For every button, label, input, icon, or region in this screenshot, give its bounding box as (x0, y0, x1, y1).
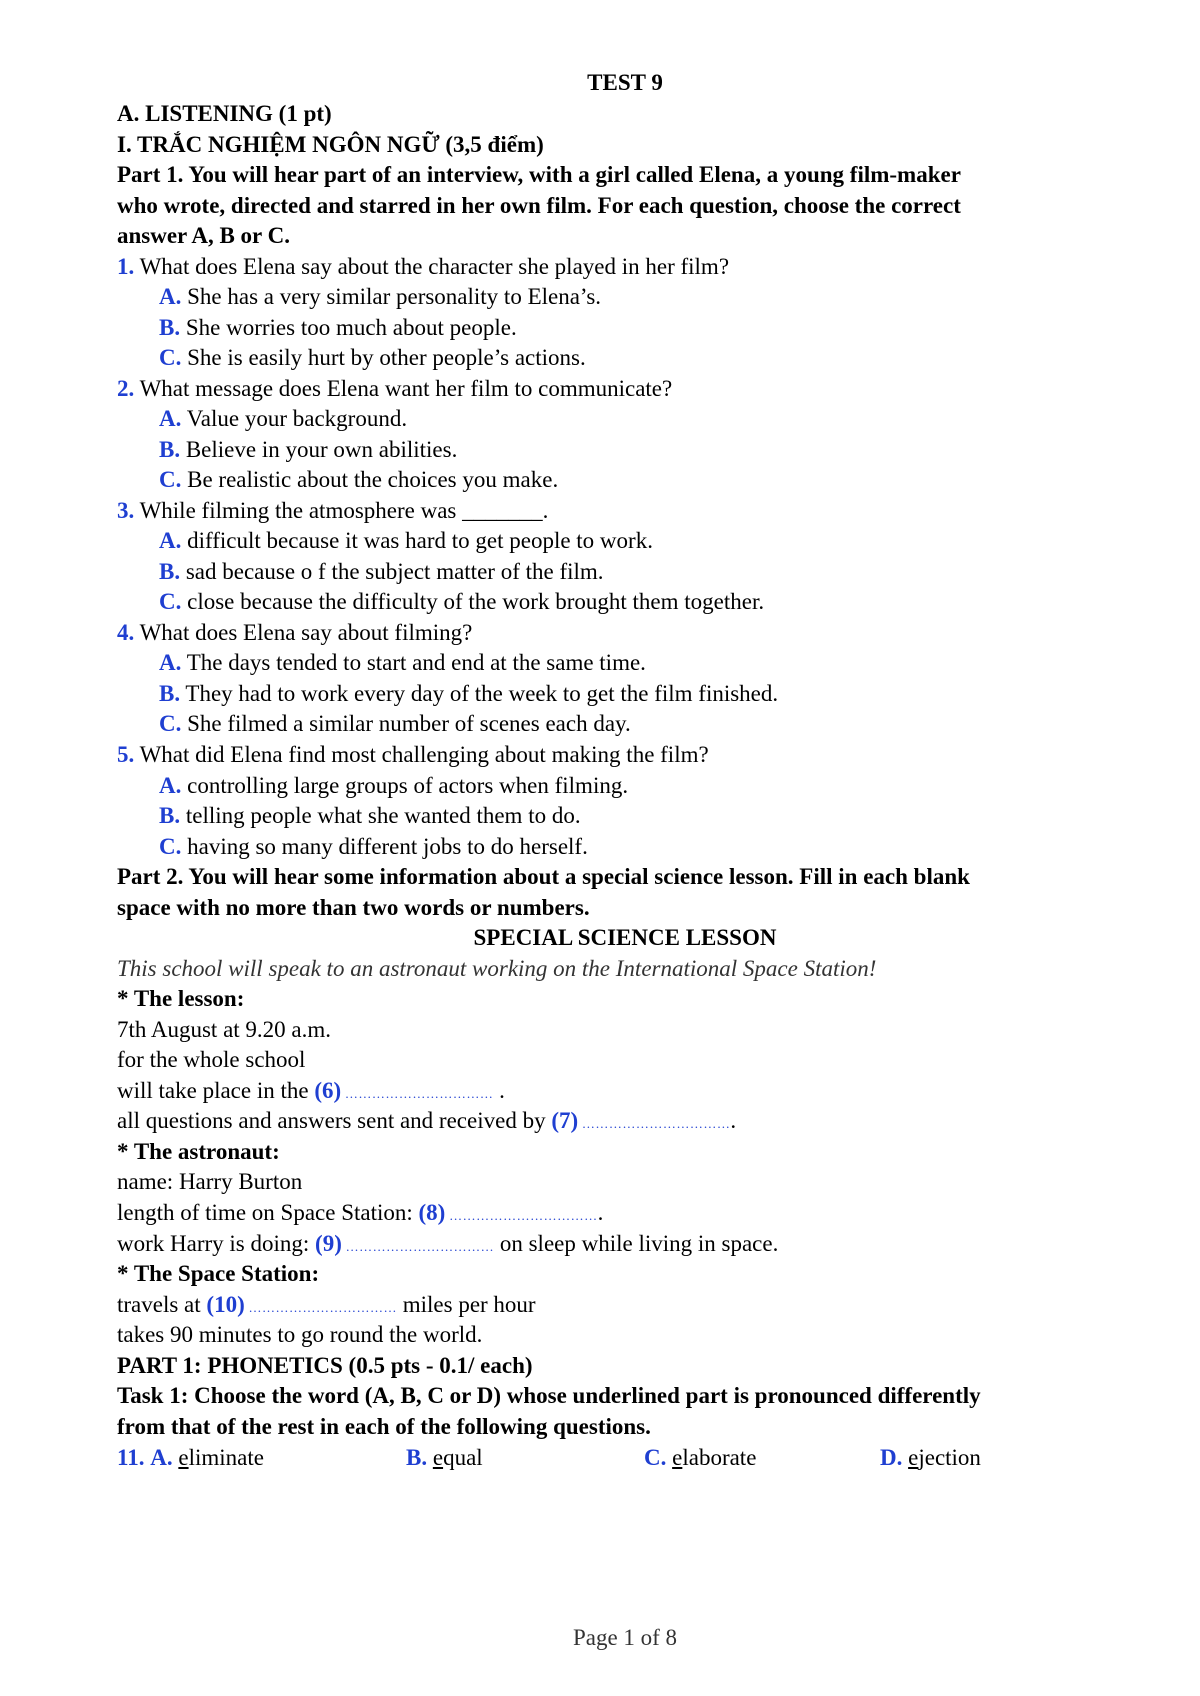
option-letter: B. (406, 1445, 428, 1470)
underlined-letter: e (672, 1445, 683, 1470)
gap-number: (6) (314, 1078, 342, 1103)
question-3 (117, 494, 548, 527)
option-letter: B. (159, 803, 181, 828)
option (159, 769, 628, 802)
part1-instruction: Part 1. You will hear part of an interview, with a girl called Elena, a young film-maker (117, 162, 961, 187)
gap-suffix: . (493, 1078, 505, 1103)
question-number: 1. (117, 254, 135, 279)
question-4 (117, 616, 472, 649)
option-letter: A. (159, 284, 182, 309)
option (159, 311, 517, 344)
gap-prefix: length of time on Space Station: (117, 1200, 419, 1225)
part1-instruction: answer A, B or C. (117, 223, 290, 248)
option-text: She filmed a similar number of scenes each day. (181, 711, 631, 736)
option-text: She has a very similar personality to Elena’s. (181, 284, 602, 309)
option-text: having so many different jobs to do herself. (181, 834, 588, 859)
part2-instruction: Part 2. You will hear some information about a special science lesson. Fill in each blank (117, 864, 970, 889)
option-text: telling people what she wanted them to do. (180, 803, 581, 828)
task1-instruction: Task 1: Choose the word (A, B, C or D) whose underlined part is pronounced differently (117, 1383, 981, 1408)
option (159, 433, 457, 466)
lesson-subtitle: This school will speak to an astronaut working on the International Space Station! (117, 956, 877, 981)
astronaut-name: name: Harry Burton (117, 1169, 303, 1194)
gap-7-blank[interactable]: …………………………… (578, 1116, 731, 1131)
part2-instruction: space with no more than two words or numbers. (117, 895, 590, 920)
option-letter: A. (159, 528, 182, 553)
option-letter: C. (159, 467, 182, 492)
q11-option-b (406, 1441, 483, 1474)
option (159, 280, 601, 313)
lesson-audience: for the whole school (117, 1047, 306, 1072)
option-letter: B. (159, 681, 181, 706)
option-text: The days tended to start and end at the same time. (181, 650, 646, 675)
option (159, 463, 558, 496)
option-letter: C. (159, 589, 182, 614)
option-text: difficult because it was hard to get people to work. (181, 528, 653, 553)
question-text: What message does Elena want her film to communicate? (134, 376, 673, 401)
lesson-date: 7th August at 9.20 a.m. (117, 1017, 332, 1042)
option-letter: C. (159, 345, 182, 370)
station-label: * The Space Station: (117, 1261, 320, 1286)
gap-prefix: all questions and answers sent and received by (117, 1108, 552, 1133)
option-word: jection (918, 1445, 981, 1470)
page-footer: Page 1 of 8 (572, 1625, 678, 1650)
option-letter: C. (644, 1445, 667, 1470)
option (159, 830, 588, 863)
option-letter: A. (159, 773, 182, 798)
option-word: qual (443, 1445, 483, 1470)
option (159, 585, 764, 618)
option (159, 707, 631, 740)
option-letter: D. (880, 1445, 903, 1470)
option-letter: B. (159, 315, 181, 340)
section-heading: I. TRẮC NGHIỆM NGÔN NGỮ (3,5 điểm) (117, 132, 544, 157)
option-text: She worries too much about people. (180, 315, 517, 340)
question-text: What does Elena say about filming? (134, 620, 473, 645)
option-text: She is easily hurt by other people’s actions. (181, 345, 586, 370)
gap-suffix: miles per hour (396, 1292, 536, 1317)
gap-prefix: travels at (117, 1292, 207, 1317)
option-text: Believe in your own abilities. (180, 437, 458, 462)
option (159, 677, 778, 710)
test-title: TEST 9 (587, 70, 663, 95)
gap-9-blank[interactable]: …………………………… (341, 1239, 495, 1254)
q11-option-a (117, 1441, 264, 1474)
question-text: What does Elena say about the character she played in her film? (134, 254, 730, 279)
option-text: Be realistic about the choices you make. (181, 467, 559, 492)
question-number: 3. (117, 498, 135, 523)
question-number: 11. (117, 1445, 145, 1470)
option-text: Value your background. (181, 406, 408, 431)
underlined-letter: e (432, 1445, 444, 1470)
gap-suffix: . (730, 1108, 737, 1133)
underlined-letter: e (908, 1445, 919, 1470)
option (159, 555, 604, 588)
option-letter: A. (150, 1445, 173, 1470)
question-text: While filming the atmosphere was _______. (134, 498, 549, 523)
question-number: 2. (117, 376, 135, 401)
question-number: 4. (117, 620, 135, 645)
question-number: 5. (117, 742, 135, 767)
part1-instruction: who wrote, directed and starred in her own film. For each question, choose the correct (117, 193, 961, 218)
option-letter: A. (159, 406, 182, 431)
q11-option-c (644, 1441, 756, 1474)
listening-heading: A. LISTENING (1 pt) (117, 101, 332, 126)
option-letter: A. (159, 650, 182, 675)
option-text: sad because o f the subject matter of the film. (180, 559, 604, 584)
option-letter: B. (159, 559, 181, 584)
gap-suffix: . (597, 1200, 604, 1225)
lesson-label: * The lesson: (117, 986, 245, 1011)
question-text: What did Elena find most challenging about making the film? (134, 742, 709, 767)
gap-8-blank[interactable]: …………………………… (445, 1208, 598, 1223)
option-text: They had to work every day of the week to get the film finished. (180, 681, 779, 706)
gap-number: (10) (206, 1292, 245, 1317)
lesson-heading: SPECIAL SCIENCE LESSON (473, 925, 777, 950)
task1-instruction: from that of the rest in each of the following questions. (117, 1414, 651, 1439)
gap-6-blank[interactable]: …………………………… (341, 1086, 494, 1101)
underlined-letter: e (178, 1445, 189, 1470)
option-word: laborate (682, 1445, 757, 1470)
option (159, 341, 586, 374)
orbit-info: takes 90 minutes to go round the world. (117, 1322, 483, 1347)
option-text: controlling large groups of actors when filming. (181, 773, 629, 798)
gap-prefix: will take place in the (117, 1078, 315, 1103)
option (159, 402, 407, 435)
option (159, 646, 646, 679)
option (159, 524, 653, 557)
question-5 (117, 738, 709, 771)
phonetics-heading: PART 1: PHONETICS (0.5 pts - 0.1/ each) (117, 1353, 533, 1378)
option-letter: C. (159, 834, 182, 859)
option-word: liminate (188, 1445, 264, 1470)
option (159, 799, 581, 832)
gap-number: (9) (315, 1231, 342, 1256)
gap-10-blank[interactable]: …………………………… (244, 1300, 397, 1315)
question-1 (117, 250, 729, 283)
option-letter: B. (159, 437, 181, 462)
gap-number: (8) (418, 1200, 446, 1225)
question-2 (117, 372, 672, 405)
astronaut-label: * The astronaut: (117, 1139, 280, 1164)
gap-suffix: on sleep while living in space. (494, 1231, 779, 1256)
gap-prefix: work Harry is doing: (117, 1231, 316, 1256)
q11-option-d (880, 1441, 981, 1474)
option-text: close because the difficulty of the work brought them together. (181, 589, 765, 614)
gap-number: (7) (551, 1108, 579, 1133)
option-letter: C. (159, 711, 182, 736)
